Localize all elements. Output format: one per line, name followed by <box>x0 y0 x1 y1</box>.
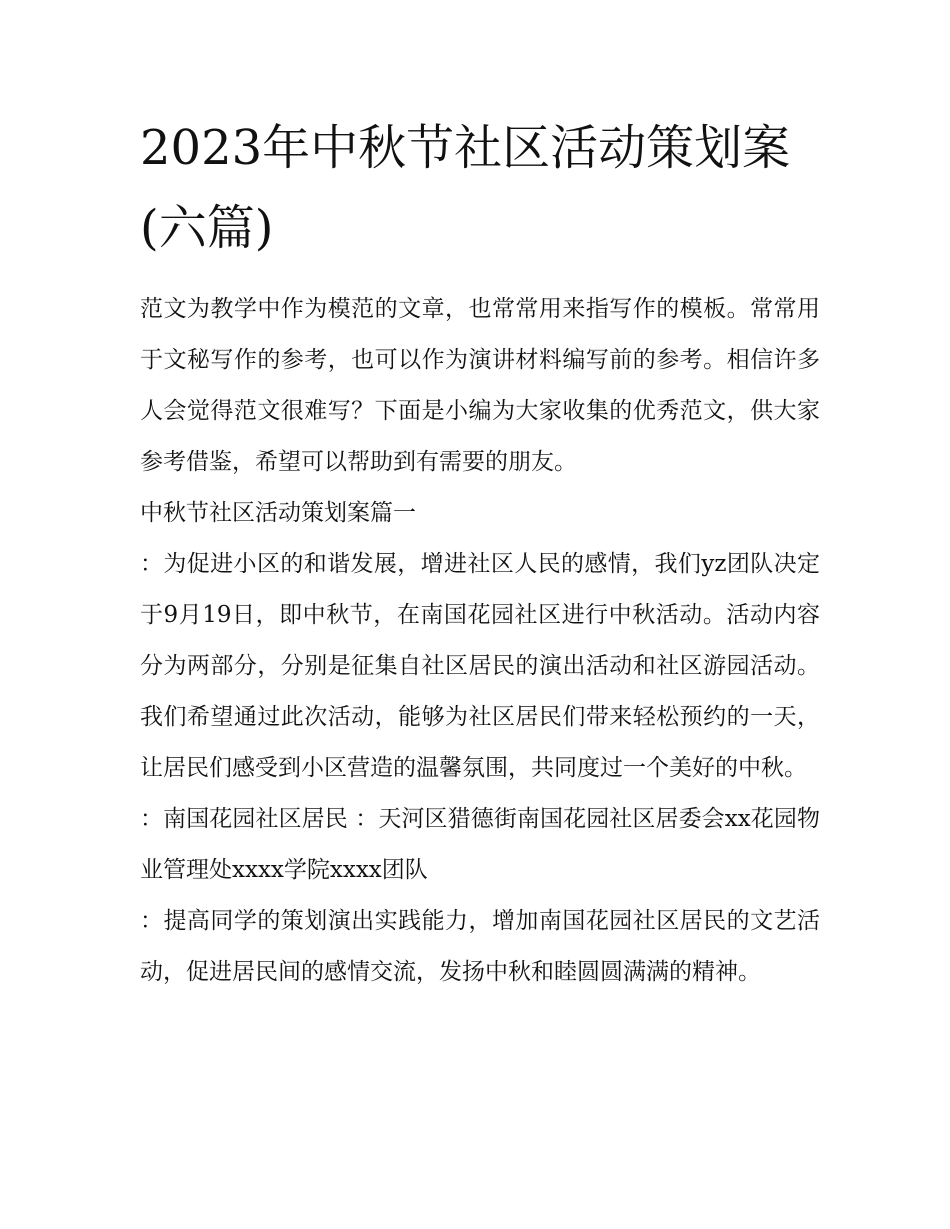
intro-paragraph: 范文为教学中作为模范的文章，也常常用来指写作的模板。常常用于文秘写作的参考，也可以作为演讲材料编写前的参考。相信许多人会觉得范文很难写？下面是小编为大家收集的优秀范文，供大家参考借鉴，希望可以帮助到有需要的朋友。 <box>140 296 820 475</box>
document-body <box>140 284 820 998</box>
document-page <box>140 108 820 998</box>
participants-paragraph: ：南国花园社区居民 ：天河区猎德街南国花园社区居委会xx花园物业管理处xxxx学院xxxx团队 <box>140 806 820 883</box>
background-paragraph: ：为促进小区的和谐发展，增进社区人民的感情，我们yz团队决定于9月19日，即中秋节，在南国花园社区进行中秋活动。活动内容分为两部分，分别是征集自社区居民的演出活动和社区游园活动。我们希望通过此次活动，能够为社区居民们带来轻松预约的一天，让居民们感受到小区营造的温馨氛围，共同度过一个美好的中秋。 <box>140 551 820 781</box>
title-line-2: (六篇) <box>140 200 274 256</box>
title-line-1: 2023年中秋节社区活动策划案 <box>140 120 791 176</box>
section-heading: 中秋节社区活动策划案篇一 <box>140 500 416 526</box>
document-title <box>140 108 820 268</box>
purpose-paragraph: ：提高同学的策划演出实践能力，增加南国花园社区居民的文艺活动，促进居民间的感情交流，发扬中秋和睦圆圆满满的精神。 <box>140 908 820 985</box>
